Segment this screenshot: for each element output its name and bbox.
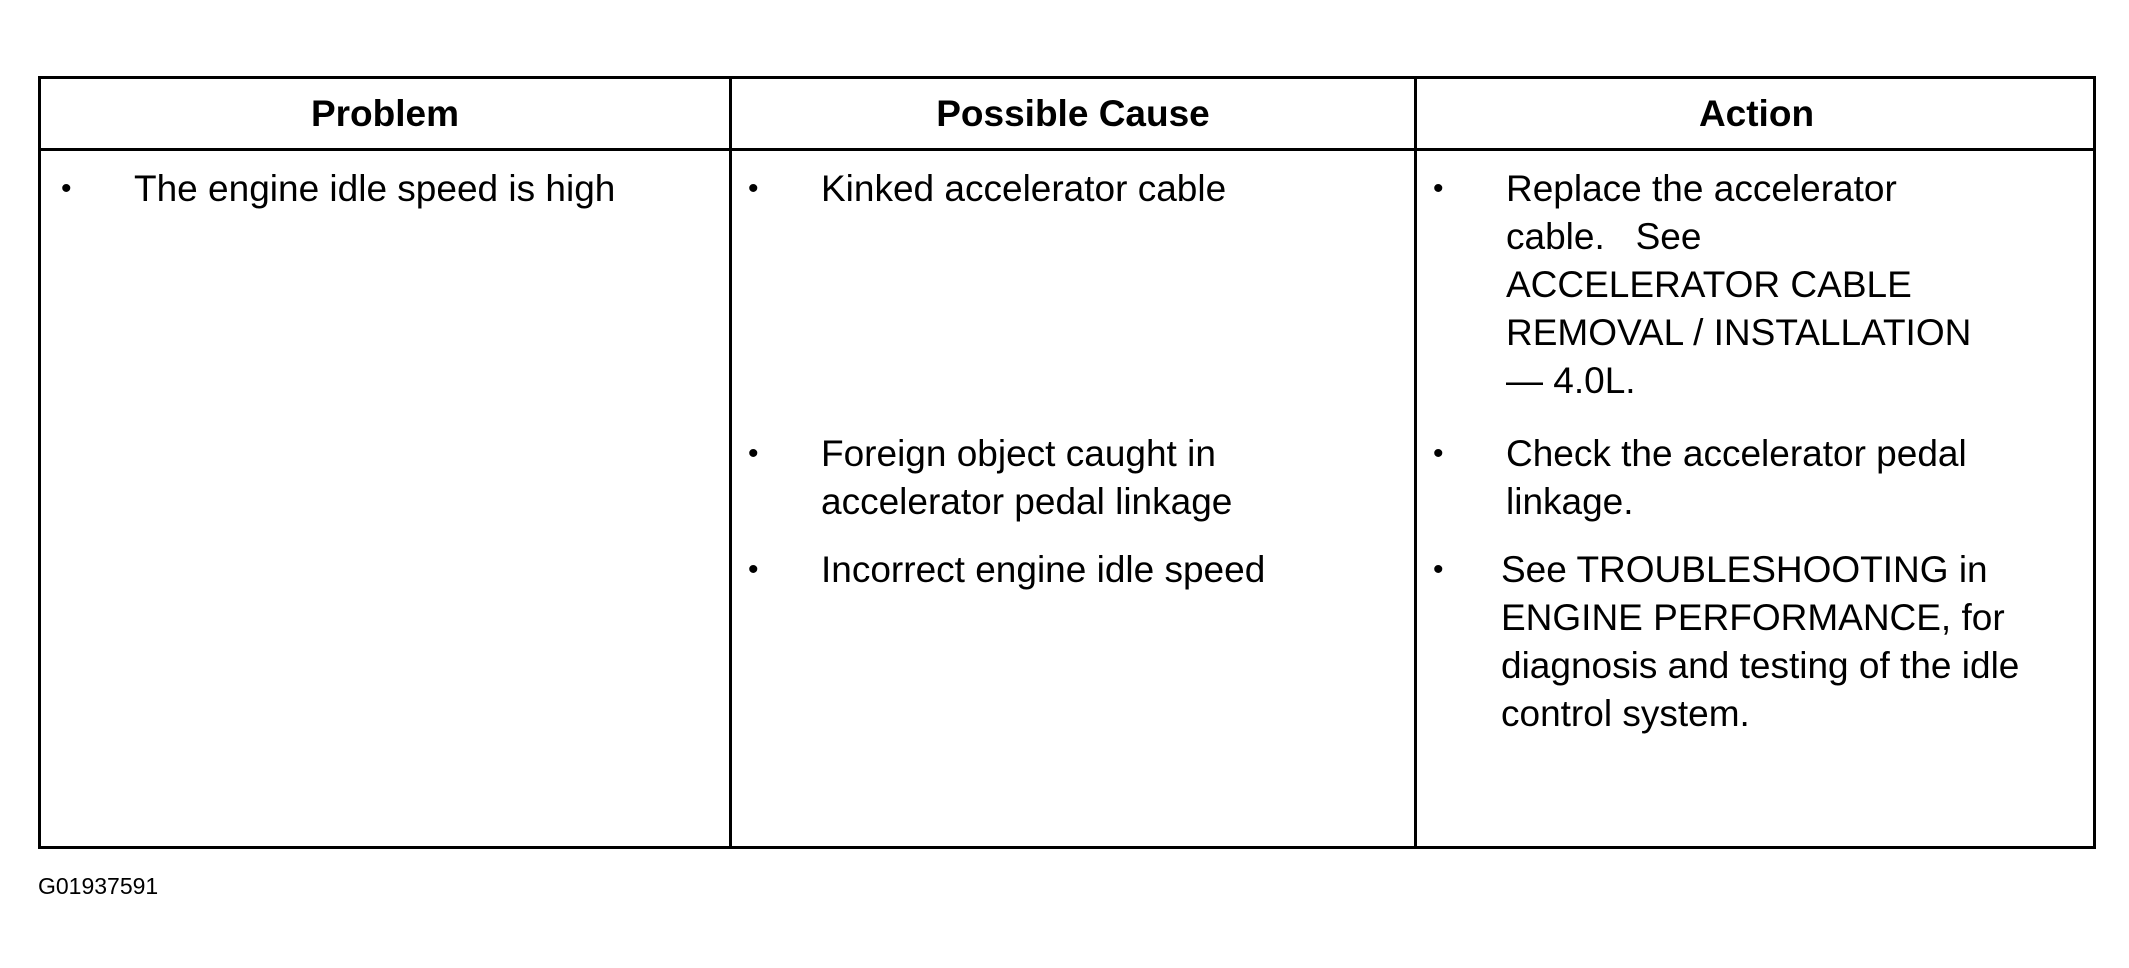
bullet-icon: • <box>1433 172 1444 205</box>
cause-line: Incorrect engine idle speed <box>821 549 1266 590</box>
action-line: linkage. <box>1506 481 1634 522</box>
header-possible-cause: Possible Cause <box>936 93 1210 134</box>
header-problem: Problem <box>310 93 460 134</box>
action-line: — 4.0L. <box>1506 360 1636 401</box>
action-item <box>1506 165 1971 405</box>
column-divider <box>1414 79 1417 846</box>
cause-item <box>821 430 1232 526</box>
cause-line: Foreign object caught in <box>821 433 1216 474</box>
cause-line: accelerator pedal linkage <box>821 481 1233 522</box>
action-line: Check the accelerator pedal <box>1506 433 1967 474</box>
problem-item <box>134 165 615 213</box>
action-item <box>1501 546 2019 738</box>
action-line: control system. <box>1501 693 1750 734</box>
action-line: ACCELERATOR CABLE <box>1506 264 1912 305</box>
cause-item <box>821 546 1265 594</box>
bullet-icon: • <box>1433 437 1444 470</box>
action-line: diagnosis and testing of the idle <box>1501 645 2020 686</box>
header-action: Action <box>1698 93 1815 134</box>
bullet-icon: • <box>748 172 759 205</box>
header-divider <box>41 148 2093 151</box>
bullet-icon: • <box>61 172 72 205</box>
bullet-icon: • <box>748 553 759 586</box>
action-line: cable. See <box>1506 216 1702 257</box>
action-item <box>1506 430 1967 526</box>
action-line: ENGINE PERFORMANCE, for <box>1501 597 2005 638</box>
action-line: REMOVAL / INSTALLATION <box>1506 312 1972 353</box>
column-divider <box>729 79 732 846</box>
figure-code: G01937591 <box>38 873 159 899</box>
action-line: Replace the accelerator <box>1506 168 1897 209</box>
troubleshooting-table <box>38 76 2096 849</box>
cause-line: Kinked accelerator cable <box>821 168 1227 209</box>
action-line: See TROUBLESHOOTING in <box>1501 549 1988 590</box>
cause-item <box>821 165 1226 213</box>
problem-line: The engine idle speed is high <box>134 168 616 209</box>
bullet-icon: • <box>1433 553 1444 586</box>
bullet-icon: • <box>748 437 759 470</box>
